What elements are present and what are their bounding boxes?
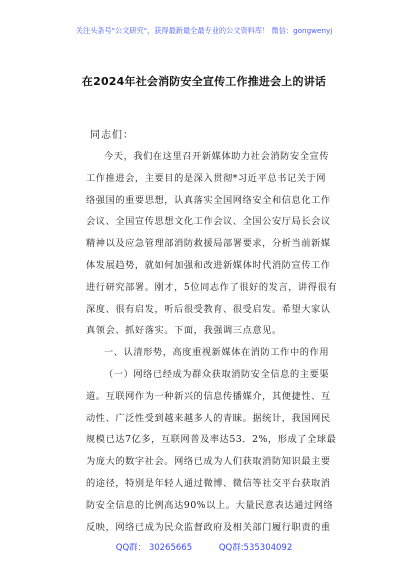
body-line: 进行研究部署。刚才，5位同志作了很好的发言，讲得很有 <box>86 281 338 293</box>
footer <box>0 541 408 553</box>
footer-qq-group-1: QQ群： 30265665 <box>115 543 193 553</box>
body-line: 动性、广泛性受到越来越多人的青睐。据统计，我国网民 <box>86 412 331 424</box>
footer-qq-group-2: QQ群:535304092 <box>218 543 293 553</box>
body-line: 精神以及应急管理部消防救援局部署要求，分析当前新媒 <box>86 238 331 250</box>
body-line: 今天，我们在这里召开新媒体助力社会消防安全宣传 <box>104 151 330 162</box>
body-line: 络强国的重要思想，认真落实全国网络安全和信息化工作 <box>86 194 331 206</box>
body-line: 会议、全国宣传思想文化工作会议、全国公安厅局长会议 <box>86 216 331 228</box>
body-line: 防安全信息的比例高达90%以上。大量民意表达通过网络 <box>86 499 334 511</box>
body-line: 深度、很有启发，听后很受教育、很受启发。希望大家认 <box>86 303 331 315</box>
salutation: 同志们： <box>90 130 134 141</box>
body-line: （一）网络已经成为群众获取消防安全信息的主要渠 <box>104 368 330 380</box>
body-line: 规模已达7亿多，互联网普及率达53．2%，形成了全球最 <box>86 434 337 446</box>
body-line: 工作推进会，主要目的是深入贯彻*习近平总书记关于网 <box>86 172 327 184</box>
body-line: 反映，网络已成为民众监督政府及相关部门履行职责的重 <box>86 521 331 533</box>
header-notice: 关注头条号"公文研究"，获得最新最全最专业的公文资料库！ 微信：gongwenyj <box>75 26 333 35</box>
section-heading: 一、认清形势，高度重视新媒体在消防工作中的作用 <box>104 347 330 359</box>
body-line: 真领会、抓好落实。下面，我强调三点意见。 <box>86 325 282 337</box>
document-title: 在2024年社会消防安全宣传工作推进会上的讲话 <box>81 75 327 88</box>
body-line: 道。互联网作为一种新兴的信息传播媒介，其便捷性、互 <box>86 390 331 402</box>
body-line: 的途径，特别是年轻人通过微博、微信等社交平台获取消 <box>86 477 331 489</box>
body-line: 为庞大的数字社会。网络已成为人们获取消防知识最主要 <box>86 456 331 468</box>
body-line: 体发展趋势，就如何加强和改进新媒体时代消防宣传工作 <box>86 259 331 271</box>
document-body <box>86 146 338 538</box>
